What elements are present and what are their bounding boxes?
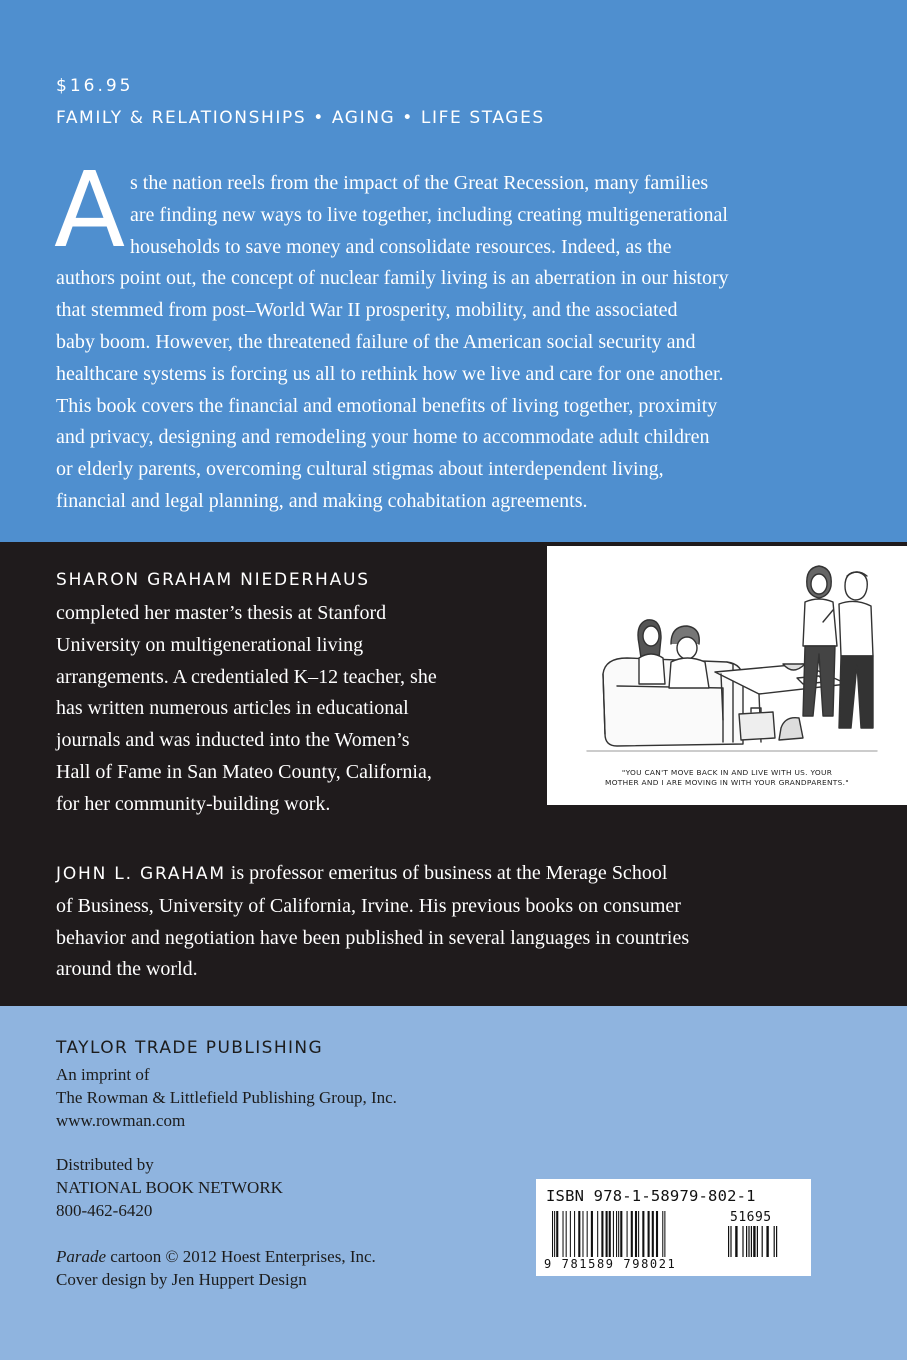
ean-barcode-bars (552, 1211, 724, 1257)
publisher-line: An imprint of (56, 1065, 150, 1084)
barcode-bar (762, 1226, 763, 1257)
barcode-bar (552, 1211, 553, 1257)
barcode-bar (638, 1211, 639, 1257)
author1-bio-line: has written numerous articles in educational (56, 697, 409, 720)
author1-name: SHARON GRAHAM NIEDERHAUS (56, 570, 370, 590)
barcode-bar (591, 1211, 593, 1257)
cartoon-credit (56, 1245, 376, 1268)
barcode-bar (728, 1226, 729, 1257)
cartoon-caption-line: "YOU CAN'T MOVE BACK IN AND LIVE WITH US. YOUR (621, 768, 833, 777)
barcode-bar (662, 1211, 663, 1257)
barcode-bar (631, 1211, 633, 1257)
author1-bio-line: arrangements. A credentialed K–12 teacher, she (56, 665, 437, 688)
blurb-line: financial and legal planning, and making cohabitation agreements. (56, 489, 588, 512)
author1-bio-line: completed her master’s thesis at Stanford (56, 602, 387, 624)
barcode-bar (616, 1211, 617, 1257)
publisher-website: www.rowman.com (56, 1111, 186, 1130)
barcode-bar (578, 1211, 580, 1257)
barcode-bar (563, 1211, 564, 1257)
barcode-bar (609, 1211, 611, 1257)
author1-bio-line: Hall of Fame in San Mateo County, California, (56, 760, 432, 783)
barcode-bar (597, 1211, 598, 1257)
publisher-info (56, 1037, 397, 1132)
barcode-bar (587, 1211, 588, 1257)
distributor-name: NATIONAL BOOK NETWORK (56, 1178, 283, 1197)
barcode-bar (776, 1226, 777, 1257)
barcode-bar (570, 1211, 571, 1257)
barcode-bar (606, 1211, 608, 1257)
blurb-line: are finding new ways to live together, including creating multigenerational (130, 203, 728, 226)
author1-bio-line: for her community-building work. (56, 792, 331, 815)
barcode-bar (742, 1226, 743, 1257)
cartoon-illustration (547, 546, 907, 805)
barcode-bar (748, 1226, 749, 1257)
barcode-bar (620, 1211, 622, 1257)
blurb-line: authors point out, the concept of nuclear family living is an aberration in our history (56, 267, 729, 290)
blurb-line: or elderly parents, overcoming cultural stigmas about interdependent living, (56, 458, 664, 481)
barcode-bar (774, 1226, 775, 1257)
distributor-info (56, 1153, 283, 1222)
author2-name: JOHN L. GRAHAM (56, 864, 226, 884)
barcode-bar (753, 1226, 755, 1257)
barcode-bar (635, 1211, 637, 1257)
cartoon-credit-title: Parade (56, 1247, 107, 1266)
barcode-bar (642, 1211, 644, 1257)
barcode-bar (746, 1226, 747, 1257)
distributor-line: Distributed by (56, 1155, 154, 1174)
author2-bio-line: around the world. (56, 958, 198, 981)
author2-bio-line: behavior and negotiation have been published in several languages in countries (56, 926, 690, 949)
barcode-bar (648, 1211, 650, 1257)
credits-info (56, 1245, 376, 1291)
isbn-number: ISBN 978-1-58979-802-1 (546, 1187, 756, 1205)
barcode-bar (627, 1211, 628, 1257)
blurb-line: and privacy, designing and remodeling your home to accommodate adult children (56, 426, 710, 449)
distributor-phone: 800-462-6420 (56, 1201, 153, 1220)
blurb-drop-cap: A (54, 149, 126, 271)
barcode-bar (766, 1226, 768, 1257)
blurb-line: baby boom. However, the threatened failure of the American social security and (56, 330, 696, 353)
barcode-bar (730, 1226, 731, 1257)
barcode-bar (735, 1226, 737, 1257)
cartoon-credit-rest: cartoon © 2012 Hoest Enterprises, Inc. (106, 1247, 376, 1266)
barcode-bar (574, 1211, 575, 1257)
addon-barcode-bars (728, 1226, 800, 1257)
barcode-bar (618, 1211, 619, 1257)
barcode-bar (664, 1211, 665, 1257)
author1-bio (56, 598, 526, 821)
barcode-bar (751, 1226, 752, 1257)
barcode-bar (652, 1211, 654, 1257)
barcode-bar (582, 1211, 583, 1257)
publisher-name: TAYLOR TRADE PUBLISHING (56, 1038, 324, 1058)
blurb-line: that stemmed from post–World War II prosperity, mobility, and the associated (56, 299, 678, 322)
blurb-line: healthcare systems is forcing us all to rethink how we live and care for one another. (56, 362, 724, 385)
barcode-bar (566, 1211, 567, 1257)
barcode-bar (601, 1211, 603, 1257)
design-credit: Cover design by Jen Huppert Design (56, 1270, 307, 1289)
author2-first-line (56, 858, 856, 891)
subject-categories: FAMILY & RELATIONSHIPS • AGING • LIFE STAGES (56, 108, 545, 128)
book-price: $16.95 (56, 76, 134, 96)
barcode-bar (556, 1211, 558, 1257)
author2-bio (56, 858, 856, 986)
family-cartoon (547, 546, 907, 805)
barcode-bar (613, 1211, 614, 1257)
author2-bio-line: of Business, University of California, Irvine. His previous books on consumer (56, 894, 681, 917)
blurb-line: households to save money and consolidate resources. Indeed, as the (130, 235, 672, 258)
cartoon-caption-line: MOTHER AND I ARE MOVING IN WITH YOUR GRANDPARENTS." (605, 778, 849, 787)
barcode-bar (554, 1211, 555, 1257)
author2-bio-line: is professor emeritus of business at the Merage School (225, 862, 668, 884)
blurb-line: This book covers the financial and emotional benefits of living together, proximity (56, 394, 718, 417)
publisher-line: The Rowman & Littlefield Publishing Group, Inc. (56, 1088, 397, 1107)
barcode-bar (757, 1226, 758, 1257)
book-description (56, 168, 826, 518)
ean-digits: 9 781589 798021 (544, 1257, 677, 1271)
author1-bio-line: journals and was inducted into the Women’s (56, 729, 410, 752)
author1-bio-line: University on multigenerational living (56, 633, 364, 656)
barcode-bar (656, 1211, 658, 1257)
blurb-line: s the nation reels from the impact of the Great Recession, many families (130, 172, 709, 194)
cartoon-caption (557, 768, 897, 788)
barcode-price-code: 51695 (730, 1210, 772, 1225)
isbn-barcode (536, 1179, 811, 1276)
